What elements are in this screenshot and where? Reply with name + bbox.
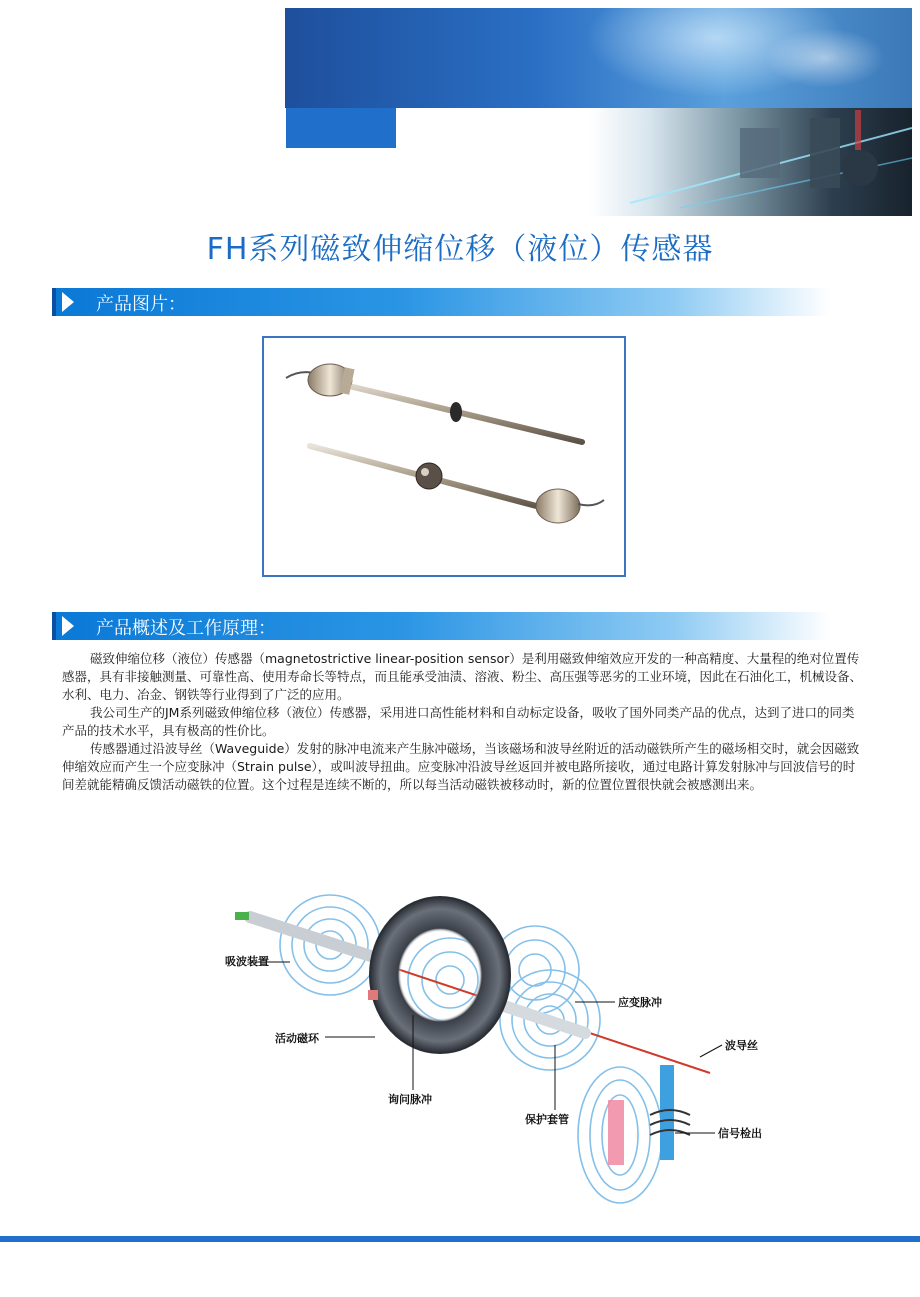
play-arrow-icon — [62, 292, 74, 312]
footer-rule — [0, 1236, 920, 1242]
product-photo — [262, 336, 626, 577]
header-lab-photo — [590, 108, 912, 216]
header-accent-block — [286, 108, 396, 148]
label-magnet-ring: 活动磁环 — [275, 1032, 319, 1045]
label-interrogation-pulse: 询问脉冲 — [388, 1093, 432, 1106]
paragraph: 传感器通过沿波导丝（Waveguide）发射的脉冲电流来产生脉冲磁场，当该磁场和波导丝附近的活动磁铁所产生的磁场相交时，就会因磁致伸缩效应而产生一个应变脉冲（Strain pulse），或叫波导扭曲。应变脉冲沿波导丝返回并被电路所接收，通过电路计算发射脉冲与回波信号的时间差就能精确反馈活动磁铁的位置。这个过程是连续不断的，所以每当活动磁铁被移动时，新的位置位置很快就会被感测出来。 — [62, 741, 860, 792]
section-header-photo — [52, 288, 830, 316]
label-strain-pulse: 应变脉冲 — [618, 996, 662, 1009]
label-absorber: 吸波装置 — [225, 955, 269, 968]
section-bar-edge — [52, 612, 56, 640]
section-header-overview — [52, 612, 830, 640]
section-bar-edge — [52, 288, 56, 316]
page-title: FH系列磁致伸缩位移（液位）传感器 — [206, 232, 714, 267]
working-principle-diagram — [195, 845, 775, 1205]
play-arrow-icon — [62, 616, 74, 636]
label-waveguide: 波导丝 — [725, 1039, 758, 1052]
paragraph: 磁致伸缩位移（液位）传感器（magnetostrictive linear-position sensor）是利用磁致伸缩效应开发的一种高精度、大量程的绝对位置传感器，具有非接触测量、可靠性高、使用寿命长等特点，而且能承受油渍、溶液、粉尘、高压强等恶劣的工业环境，因此在石油化工，机械设备、水利、电力、冶金、钢铁等行业得到了广泛的应用。 — [62, 651, 863, 702]
label-sleeve: 保护套管 — [525, 1113, 569, 1126]
label-signal-pickup: 信号检出 — [718, 1127, 762, 1140]
paragraph: 我公司生产的JM系列磁致伸缩位移（液位）传感器，采用进口高性能材料和自动标定设备，吸收了国外同类产品的优点，达到了进口的同类产品的技术水平，具有极高的性价比。 — [62, 705, 855, 738]
section-title-photo: 产品图片： — [96, 294, 186, 315]
overview-text — [62, 650, 862, 794]
header-banner-image — [285, 8, 912, 108]
section-title-overview: 产品概述及工作原理： — [96, 618, 276, 639]
